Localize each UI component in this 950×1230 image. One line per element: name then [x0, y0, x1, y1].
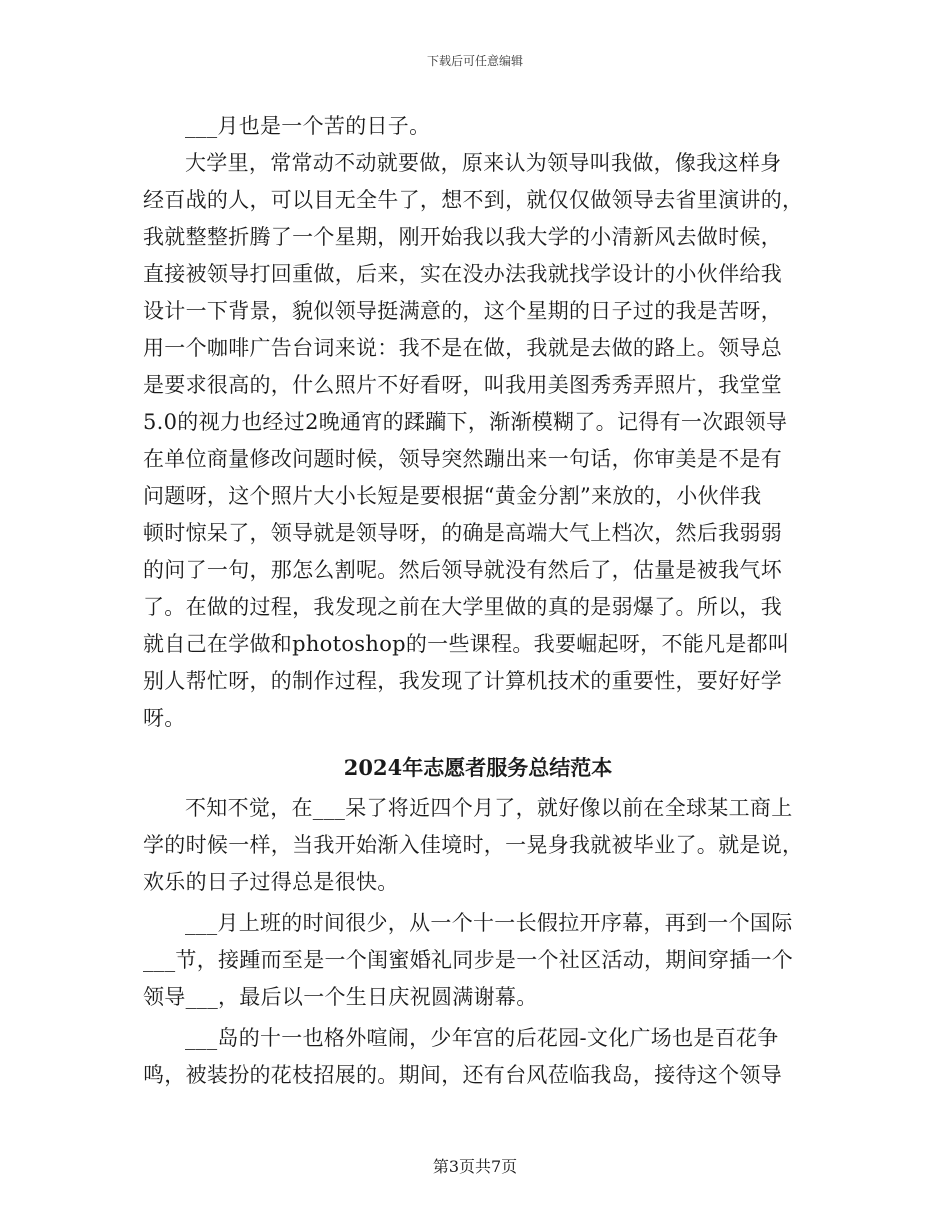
page-header-note: 下载后可任意编辑 [426, 54, 523, 68]
text-line: 别人帮忙呀，的制作过程，我发现了计算机技术的重要性，要好好学 [143, 669, 782, 693]
text-line: 设计一下背景，貌似领导挺满意的，这个星期的日子过的我是苦呀， [143, 299, 782, 323]
text-line: ___节，接踵而至是一个闺蜜婚礼同步是一个社区活动，期间穿插一个 [143, 948, 794, 972]
text-line: 经百战的人，可以目无全牛了，想不到，就仅仅做领导去省里演讲的， [143, 188, 804, 212]
text-line: 学的时候一样，当我开始渐入佳境时，一晃身我就被毕业了。就是说， [143, 833, 804, 857]
text-line: 大学里，常常动不动就要做，原来认为领导叫我做，像我这样身 [185, 151, 782, 175]
text-line: ___月也是一个苦的日子。 [185, 114, 431, 138]
text-line: 是要求很高的，什么照片不好看呀，叫我用美图秀秀弄照片，我堂堂 [143, 373, 782, 397]
text-line: 不知不觉，在___呆了将近四个月了，就好像以前在全球某工商上 [185, 796, 793, 820]
document-body [143, 108, 813, 1094]
section-title: 2024年志愿者服务总结范本 [343, 755, 613, 780]
text-line: 欢乐的日子过得总是很快。 [143, 870, 399, 894]
text-line: 问题呀，这个照片大小长短是要根据“黄金分割”来放的，小伙伴我 [143, 484, 762, 508]
text-line: 就自己在学做和photoshop的一些课程。我要崛起呀，不能凡是都叫 [143, 632, 790, 656]
text-line: 5.0的视力也经过2晚通宵的蹂躏下，渐渐模糊了。记得有一次跟领导 [143, 410, 788, 434]
text-line: ___岛的十一也格外喧闹，少年宫的后花园-文化广场也是百花争 [185, 1026, 779, 1050]
text-line: ___月上班的时间很少，从一个十一长假拉开序幕，再到一个国际 [185, 911, 793, 935]
text-line: 鸣，被装扮的花枝招展的。期间，还有台风莅临我岛，接待这个领导 [143, 1063, 782, 1087]
paragraph [143, 905, 813, 1016]
text-line: 了。在做的过程，我发现之前在大学里做的真的是弱爆了。所以，我 [143, 595, 782, 619]
text-line: 顿时惊呆了，领导就是领导呀，的确是高端大气上档次，然后我弱弱 [143, 521, 782, 545]
paragraph [143, 108, 813, 145]
text-line: 直接被领导打回重做，后来，实在没办法我就找学设计的小伙伴给我 [143, 262, 782, 286]
paragraph [143, 1020, 813, 1094]
text-line: 用一个咖啡广告台词来说：我不是在做，我就是去做的路上。领导总 [143, 336, 782, 360]
text-line: 呀。 [143, 706, 186, 730]
text-line: 我就整整折腾了一个星期，刚开始我以我大学的小清新风去做时候， [143, 225, 782, 249]
page-number: 第3页共7页 [432, 1157, 518, 1176]
paragraph [143, 790, 813, 901]
text-line: 的问了一句，那怎么割呢。然后领导就没有然后了，估量是被我气坏 [143, 558, 782, 582]
text-line: 在单位商量修改问题时候，领导突然蹦出来一句话，你审美是不是有 [143, 447, 782, 471]
text-line: 领导___，最后以一个生日庆祝圆满谢幕。 [143, 985, 538, 1009]
paragraph [143, 145, 813, 737]
